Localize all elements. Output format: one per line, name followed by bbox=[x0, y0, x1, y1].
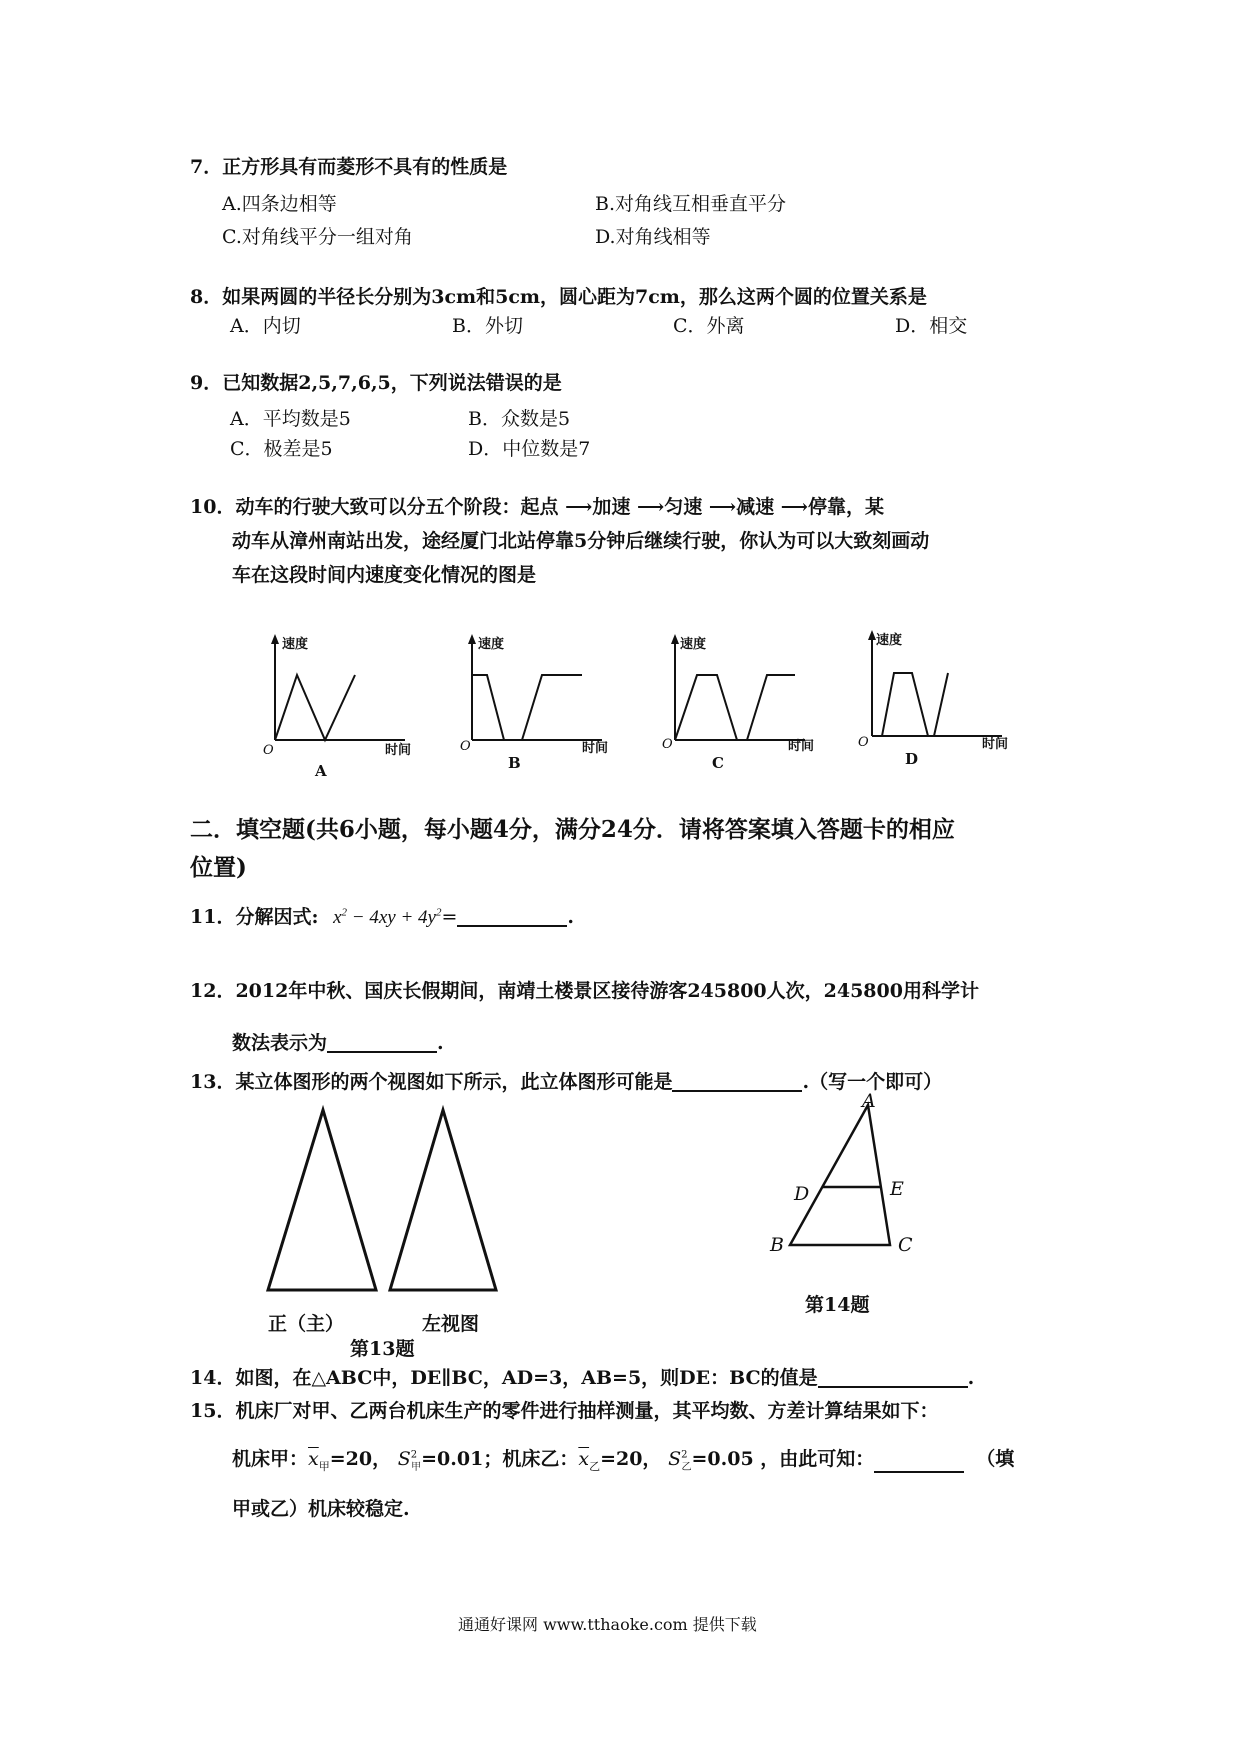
q15-var-b-symbol: S bbox=[668, 1448, 682, 1470]
q15-mean-a-symbol: $\overline{x}$ bbox=[308, 1448, 319, 1470]
q11-number: 11． bbox=[190, 906, 236, 928]
q13-answer-blank[interactable] bbox=[672, 1072, 802, 1092]
q15-line2 bbox=[232, 1450, 1014, 1473]
q10-number: 10． bbox=[190, 496, 236, 518]
graph-y-label: 速度 bbox=[876, 633, 903, 648]
graph-label: A bbox=[315, 762, 327, 780]
q15-line3: 甲或乙）机床较稳定. bbox=[232, 1498, 410, 1520]
graph-x-label: 时间 bbox=[788, 739, 815, 754]
q14-stem-text: 14．如图，在△ABC中，DE∥BC，AD=3，AB=5，则DE：BC的值是 bbox=[190, 1367, 818, 1389]
q10-line2: 动车从漳州南站出发，途经厦门北站停靠5分钟后继续行驶，你认为可以大致刻画动 bbox=[232, 530, 930, 552]
graph-origin: O bbox=[460, 739, 471, 754]
q15-mean-a-value: =20， bbox=[329, 1448, 392, 1470]
q12-line2-text: 数法表示为 bbox=[232, 1032, 328, 1054]
point-label-d: D bbox=[794, 1183, 810, 1205]
q8-option-c: C．外离 bbox=[673, 315, 745, 337]
q9-option-b: B．众数是5 bbox=[468, 408, 571, 430]
q15-var-a-value: =0.01；机床乙： bbox=[421, 1448, 579, 1470]
q12-end: . bbox=[437, 1032, 444, 1054]
q10-line1 bbox=[190, 498, 884, 517]
q8-stem: 8．如果两圆的半径长分别为3cm和5cm，圆心距为7cm，那么这两个圆的位置关系是 bbox=[190, 286, 927, 308]
arrow-right-icon: ⟶ bbox=[780, 496, 809, 518]
q11 bbox=[190, 907, 574, 927]
q10-stage-decel: 减速 bbox=[736, 496, 775, 518]
q15-var-a-symbol: S bbox=[397, 1448, 411, 1470]
q10-line3: 车在这段时间内速度变化情况的图是 bbox=[232, 564, 537, 586]
section-2-heading-cont: 位置) bbox=[190, 854, 247, 881]
q13-left-view bbox=[388, 1110, 498, 1290]
q15-mean-b-symbol: $\overline{x}$ bbox=[578, 1448, 590, 1470]
q8-option-b: B．外切 bbox=[452, 315, 523, 337]
point-label-c: C bbox=[898, 1234, 913, 1256]
q7-option-d: D.对角线相等 bbox=[595, 226, 711, 248]
graph-origin: O bbox=[858, 735, 869, 750]
q12-line2 bbox=[232, 1033, 444, 1053]
point-label-b: B bbox=[770, 1234, 784, 1256]
arrow-right-icon: ⟶ bbox=[565, 496, 593, 518]
graph-origin: O bbox=[662, 737, 673, 752]
q10-stage-uniform: 匀速 bbox=[664, 496, 703, 518]
q13-stem bbox=[190, 1072, 942, 1092]
q11-text: 分解因式: bbox=[235, 906, 319, 928]
q15-var-a-sub: 甲 bbox=[411, 1461, 422, 1473]
q7-option-c: C.对角线平分一组对角 bbox=[222, 226, 413, 248]
q7-option-a: A.四条边相等 bbox=[222, 193, 337, 215]
graph-x-label: 时间 bbox=[582, 741, 609, 756]
q14-stem bbox=[190, 1368, 974, 1388]
graph-x-label: 时间 bbox=[385, 743, 412, 758]
q12-answer-blank[interactable] bbox=[327, 1033, 437, 1053]
q11-expression: $x^2 - 4xy + 4y^2$ bbox=[333, 906, 442, 928]
q14-answer-blank[interactable] bbox=[818, 1368, 968, 1388]
q15-var-b-sup: 2 bbox=[681, 1449, 688, 1461]
q15-line1: 15．机床厂对甲、乙两台机床生产的零件进行抽样测量，其平均数、方差计算结果如下： bbox=[190, 1400, 939, 1422]
q15-var-b-sub: 乙 bbox=[681, 1461, 692, 1473]
q15-mean-a-sub: 甲 bbox=[318, 1459, 330, 1473]
graph-y-label: 速度 bbox=[282, 637, 309, 652]
q15-machine-a: 机床甲： bbox=[232, 1448, 309, 1470]
q10-stage-accel: 加速 bbox=[592, 496, 631, 518]
arrow-right-icon: ⟶ bbox=[708, 496, 737, 518]
q10-stage-start: 动车的行驶大致可以分五个阶段：起点 bbox=[235, 496, 559, 518]
q13-caption: 第13题 bbox=[350, 1338, 415, 1360]
graph-label: D bbox=[905, 750, 919, 768]
graph-origin: O bbox=[263, 743, 274, 758]
graph-label: B bbox=[508, 754, 521, 772]
q8-option-a: A．内切 bbox=[230, 315, 301, 337]
q13-front-view-label: 正（主） bbox=[268, 1313, 345, 1335]
q11-end: . bbox=[567, 906, 575, 928]
graph-y-label: 速度 bbox=[478, 637, 505, 652]
q13-left-view-label: 左视图 bbox=[422, 1313, 480, 1335]
graph-x-label: 时间 bbox=[982, 737, 1009, 752]
page-footer: 通通好课网 www.tthaoke.com 提供下载 bbox=[458, 1615, 757, 1634]
q15-answer-blank[interactable] bbox=[874, 1453, 964, 1473]
q11-equals: = bbox=[441, 906, 458, 928]
graph-y-label: 速度 bbox=[680, 637, 707, 652]
q8-option-d: D．相交 bbox=[895, 315, 968, 337]
q12-line1: 12．2012年中秋、国庆长假期间，南靖土楼景区接待游客245800人次，245800用科学计 bbox=[190, 980, 979, 1002]
q9-stem: 9．已知数据2,5,7,6,5，下列说法错误的是 bbox=[190, 372, 562, 394]
q15-mean-b-sub: 乙 bbox=[589, 1459, 601, 1473]
point-label-a: A bbox=[862, 1090, 876, 1112]
q10-stage-stop: 停靠，某 bbox=[808, 496, 885, 518]
q15-mean-b-value: =20， bbox=[600, 1448, 662, 1470]
q7-option-b: B.对角线互相垂直平分 bbox=[595, 193, 787, 215]
q15-var-a-sup: 2 bbox=[410, 1449, 418, 1461]
q13-stem-text: 13．某立体图形的两个视图如下所示，此立体图形可能是 bbox=[190, 1071, 673, 1093]
q9-option-a: A．平均数是5 bbox=[230, 408, 351, 430]
q11-answer-blank[interactable] bbox=[457, 907, 567, 927]
q9-option-c: C．极差是5 bbox=[230, 438, 333, 460]
q13-front-view bbox=[268, 1110, 378, 1290]
graph-label: C bbox=[712, 754, 724, 772]
q13-tail: .（写一个即可） bbox=[802, 1071, 943, 1093]
q14-end: . bbox=[967, 1367, 975, 1389]
point-label-e: E bbox=[890, 1178, 904, 1200]
q9-option-d: D．中位数是7 bbox=[468, 438, 591, 460]
q15-var-b-value: =0.05 ，由此可知： bbox=[691, 1448, 875, 1470]
arrow-right-icon: ⟶ bbox=[636, 496, 665, 518]
section-2-heading: 二．填空题(共6小题，每小题4分，满分24分．请将答案填入答题卡的相应 bbox=[190, 816, 955, 843]
q15-hint: （填 bbox=[976, 1448, 1015, 1470]
q7-stem: 7．正方形具有而菱形不具有的性质是 bbox=[190, 156, 508, 178]
q14-caption: 第14题 bbox=[805, 1294, 870, 1316]
